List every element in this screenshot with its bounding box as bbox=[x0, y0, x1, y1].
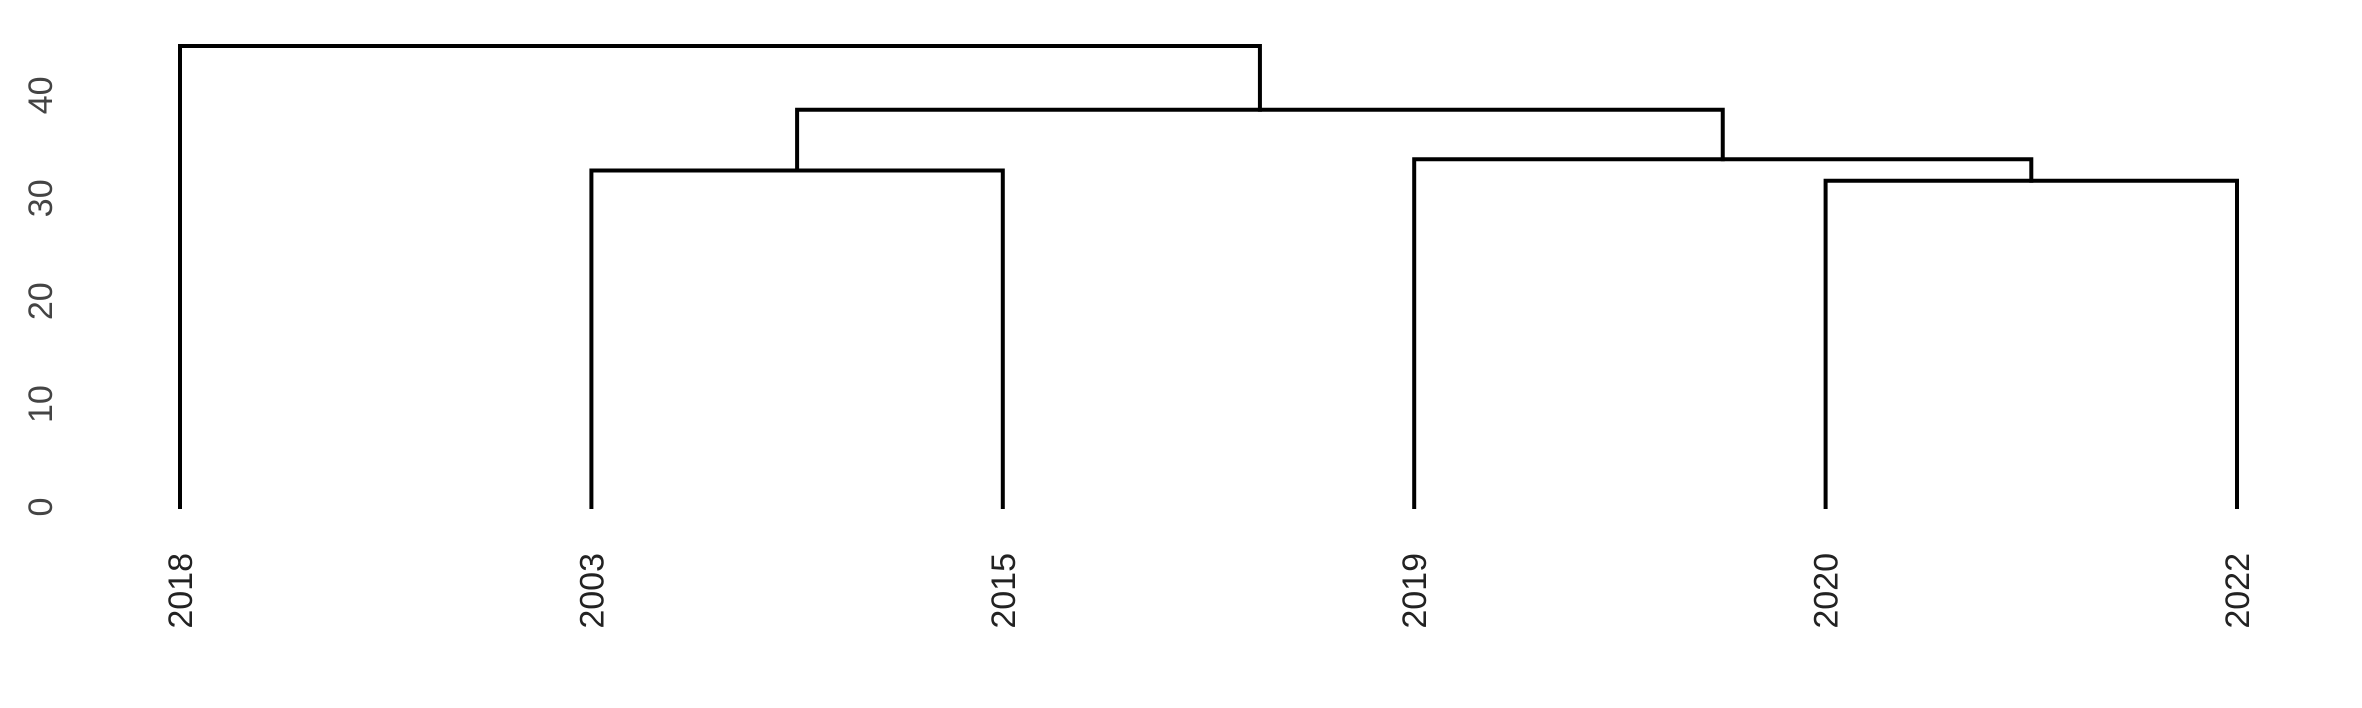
leaf-label-2018: 2018 bbox=[162, 553, 200, 629]
y-tick-label-0: 0 bbox=[22, 497, 60, 517]
branch-merge-2 bbox=[1414, 159, 2031, 507]
y-tick-label-10: 10 bbox=[22, 385, 60, 424]
y-axis bbox=[22, 76, 60, 516]
leaf-label-2003: 2003 bbox=[573, 553, 612, 629]
leaf-labels bbox=[162, 553, 2257, 629]
y-tick-label-20: 20 bbox=[22, 282, 60, 321]
branch-merge-5 bbox=[180, 46, 1260, 507]
leaf-label-2020: 2020 bbox=[1807, 553, 1846, 629]
branch-merge-3 bbox=[591, 171, 1002, 507]
branch-merge-4 bbox=[797, 110, 1723, 171]
dendrogram-branches bbox=[180, 46, 2237, 507]
leaf-label-2019: 2019 bbox=[1396, 553, 1435, 629]
branch-merge-1 bbox=[1826, 181, 2237, 507]
leaf-label-2022: 2022 bbox=[2219, 553, 2257, 629]
y-tick-label-30: 30 bbox=[22, 179, 60, 218]
y-tick-label-40: 40 bbox=[22, 76, 60, 115]
leaf-label-2015: 2015 bbox=[984, 553, 1023, 629]
